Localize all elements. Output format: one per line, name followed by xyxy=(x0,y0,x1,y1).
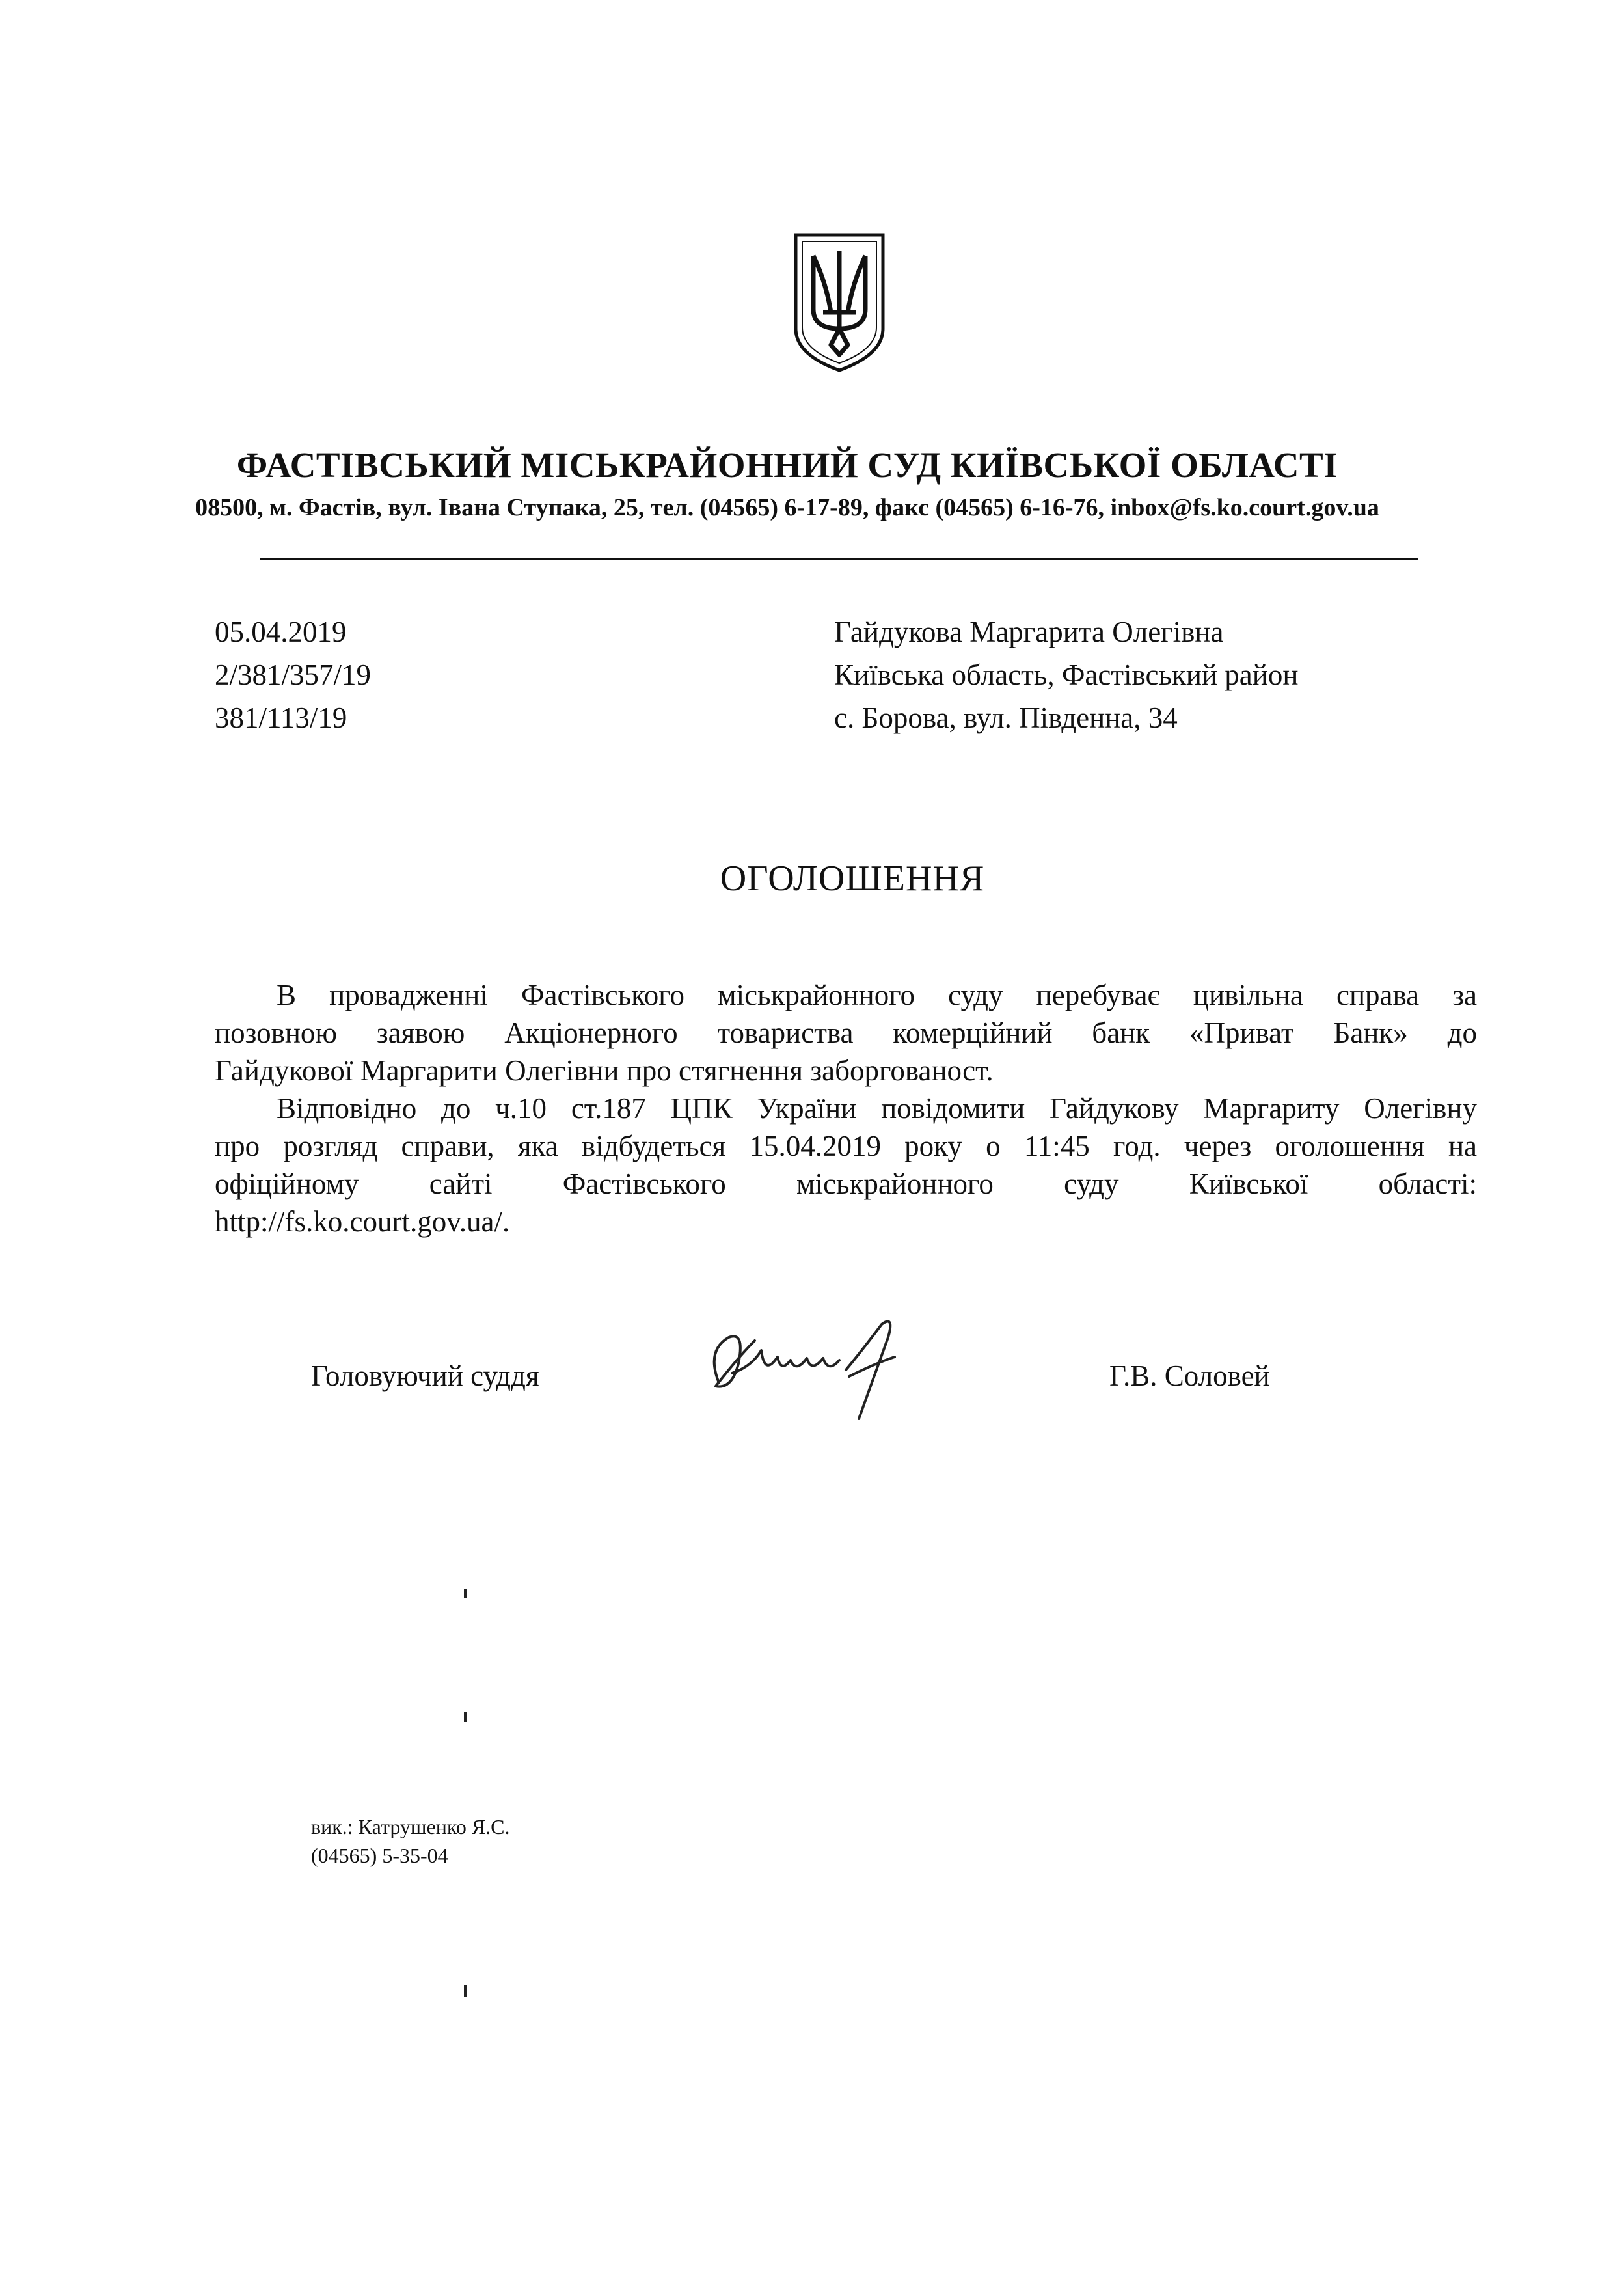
recipient-name: Гайдукова Маргарита Олегівна xyxy=(834,616,1224,648)
paragraph-2-line-3: офіційному сайті Фастівського міськрайонного суду Київської області: xyxy=(215,1168,1477,1200)
scan-mark xyxy=(464,1589,467,1598)
executor-phone: (04565) 5-35-04 xyxy=(311,1844,448,1867)
handwritten-signature-icon xyxy=(699,1311,921,1425)
document-date: 05.04.2019 xyxy=(215,616,347,648)
signer-name: Г.В. Соловей xyxy=(1109,1360,1270,1392)
executor-block xyxy=(311,1812,510,1870)
recipient-region: Київська область, Фастівський район xyxy=(834,659,1299,691)
paragraph-1-line-3: Гайдукової Маргарити Олегівни про стягнення заборгованост. xyxy=(215,1054,994,1087)
court-website-url: http://fs.ko.court.gov.ua/. xyxy=(215,1205,510,1238)
paragraph-1-line-1: В провадженні Фастівського міськрайонного суду перебуває цивільна справа за xyxy=(277,979,1477,1011)
paragraph-2-line-2: про розгляд справи, яка відбудеться 15.04.2019 року о 11:45 год. через оголошення на xyxy=(215,1130,1477,1162)
scan-mark xyxy=(464,1985,467,1997)
reference-number: 381/113/19 xyxy=(215,702,347,734)
document-meta xyxy=(215,610,371,739)
recipient-block xyxy=(834,610,1298,739)
paragraph-1-line-2: позовною заявою Акціонерного товариства комерційний банк «Приват Банк» до xyxy=(215,1017,1477,1049)
executor-name: вик.: Катрушенко Я.С. xyxy=(311,1815,510,1838)
header-divider xyxy=(260,558,1418,560)
trident-coat-of-arms-icon xyxy=(791,231,888,373)
recipient-address: с. Борова, вул. Південна, 34 xyxy=(834,702,1178,734)
scan-mark xyxy=(464,1712,467,1722)
case-number: 2/381/357/19 xyxy=(215,659,372,691)
notice-body xyxy=(215,976,1477,1240)
court-contacts: 08500, м. Фастів, вул. Івана Ступака, 25, тел. (04565) 6-17-89, факс (04565) 6-16-76, inbox@fs.ko.court.gov.ua xyxy=(195,494,1379,521)
signer-role: Головуючий суддя xyxy=(311,1360,539,1392)
notice-title: ОГОЛОШЕННЯ xyxy=(720,858,985,899)
paragraph-2-line-1: Відповідно до ч.10 ст.187 ЦПК України повідомити Гайдукову Маргариту Олегівну xyxy=(277,1092,1477,1125)
court-name: ФАСТІВСЬКИЙ МІСЬКРАЙОННИЙ СУД КИЇВСЬКОЇ ОБЛАСТІ xyxy=(236,445,1338,485)
